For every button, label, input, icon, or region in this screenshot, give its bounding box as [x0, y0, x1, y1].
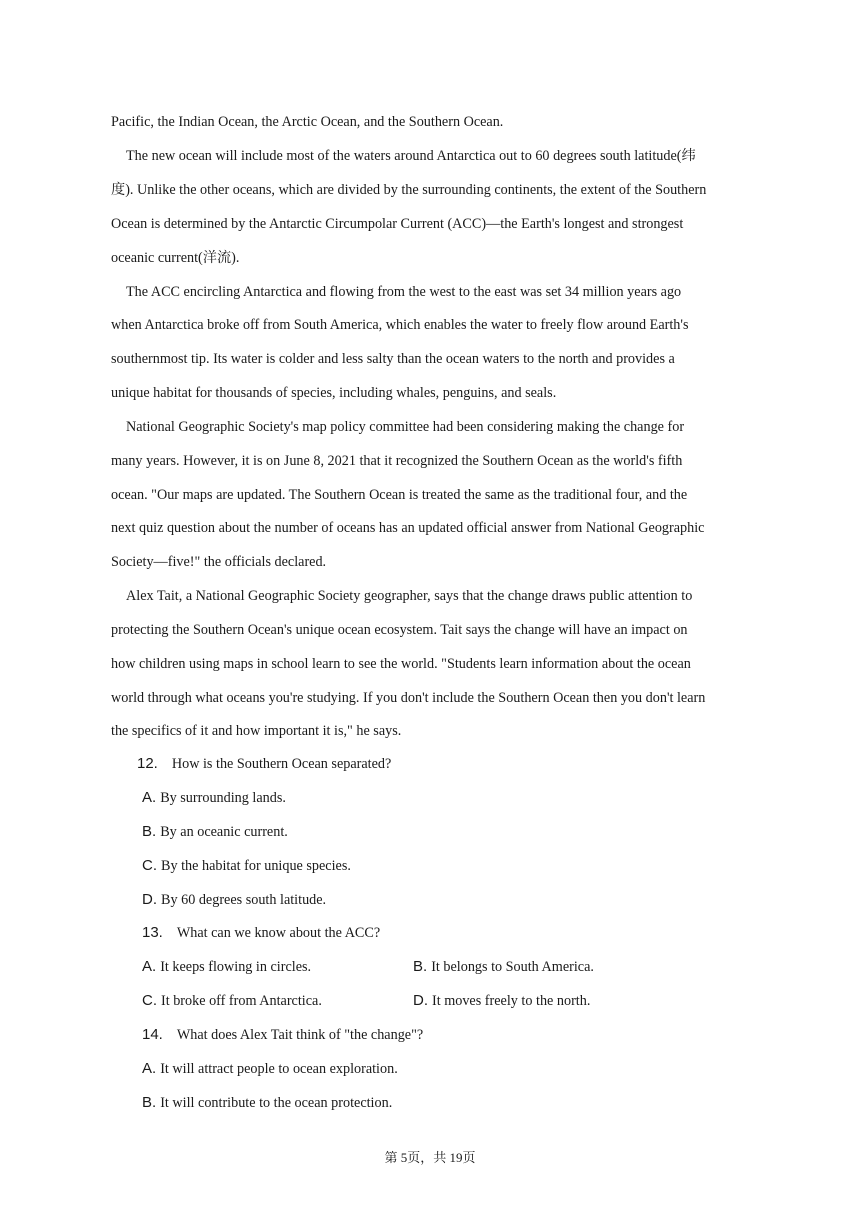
option-letter: B.: [413, 958, 428, 975]
option-letter: D.: [142, 891, 157, 908]
option-letter: C.: [142, 857, 157, 874]
passage-line: the specifics of it and how important it is," he says.: [111, 723, 402, 739]
option-12-d[interactable]: [142, 890, 326, 910]
passage-line: many years. However, it is on June 8, 2021 that it recognized the Southern Ocean as the world's fifth: [111, 453, 683, 469]
option-13-d[interactable]: [413, 991, 590, 1011]
passage-line: Society—five!" the officials declared.: [111, 554, 327, 570]
option-12-c[interactable]: [142, 856, 351, 876]
option-letter: A.: [142, 958, 157, 975]
passage-line: next quiz question about the number of oceans has an updated official answer from National Geographic: [111, 520, 705, 536]
option-14-b[interactable]: [142, 1093, 392, 1113]
question-12: [137, 754, 391, 774]
passage-line: how children using maps in school learn to see the world. "Students learn information about the ocean: [111, 656, 691, 672]
option-text: By surrounding lands.: [160, 790, 286, 806]
option-letter: B.: [142, 823, 157, 840]
passage-line: The new ocean will include most of the waters around Antarctica out to 60 degrees south latitude(纬: [126, 148, 696, 164]
passage-line: oceanic current(洋流).: [111, 250, 240, 266]
passage-line: southernmost tip. Its water is colder and less salty than the ocean waters to the north and provides a: [111, 351, 675, 367]
option-13-c[interactable]: [142, 991, 322, 1011]
passage-line: Alex Tait, a National Geographic Society geographer, says that the change draws public attention to: [126, 588, 693, 604]
option-12-a[interactable]: [142, 788, 286, 808]
option-13-b[interactable]: [413, 957, 594, 977]
question-number: 12.: [137, 755, 158, 772]
passage-line: Pacific, the Indian Ocean, the Arctic Ocean, and the Southern Ocean.: [111, 114, 504, 130]
option-text: It keeps flowing in circles.: [160, 959, 312, 975]
option-text: By an oceanic current.: [160, 824, 288, 840]
page-footer: 第 5页，共 19页: [384, 1150, 476, 1165]
option-13-a[interactable]: [142, 957, 311, 977]
option-letter: A.: [142, 1060, 157, 1077]
option-12-b[interactable]: [142, 822, 288, 842]
question-text: How is the Southern Ocean separated?: [171, 756, 392, 772]
option-text: It will attract people to ocean exploration.: [160, 1061, 398, 1077]
option-14-a[interactable]: [142, 1059, 398, 1079]
option-text: By 60 degrees south latitude.: [161, 892, 327, 908]
passage-line: when Antarctica broke off from South America, which enables the water to freely flow around Earth's: [111, 317, 689, 333]
passage-line: The ACC encircling Antarctica and flowing from the west to the east was set 34 million years ago: [126, 284, 682, 300]
passage-line: ocean. "Our maps are updated. The Southern Ocean is treated the same as the traditional four, and the: [111, 487, 688, 503]
option-text: It broke off from Antarctica.: [161, 993, 322, 1009]
passage-line: protecting the Southern Ocean's unique ocean ecosystem. Tait says the change will have an impact on: [111, 622, 688, 638]
option-letter: D.: [413, 992, 428, 1009]
question-text: What does Alex Tait think of "the change"?: [176, 1027, 424, 1043]
passage-line: 度). Unlike the other oceans, which are divided by the surrounding continents, the extent of the Southern: [111, 182, 707, 198]
question-13: [142, 923, 380, 943]
passage-line: world through what oceans you're studying. If you don't include the Southern Ocean then you don't learn: [111, 690, 706, 706]
question-14: [142, 1025, 423, 1045]
question-number: 13.: [142, 924, 163, 941]
passage-line: Ocean is determined by the Antarctic Circumpolar Current (ACC)—the Earth's longest and strongest: [111, 216, 684, 232]
question-number: 14.: [142, 1026, 163, 1043]
option-letter: B.: [142, 1094, 157, 1111]
option-text: By the habitat for unique species.: [161, 858, 351, 874]
option-text: It will contribute to the ocean protection.: [160, 1095, 393, 1111]
option-text: It belongs to South America.: [431, 959, 594, 975]
option-letter: C.: [142, 992, 157, 1009]
passage-line: unique habitat for thousands of species, including whales, penguins, and seals.: [111, 385, 557, 401]
option-text: It moves freely to the north.: [432, 993, 591, 1009]
passage-line: National Geographic Society's map policy committee had been considering making the change for: [126, 419, 685, 435]
option-letter: A.: [142, 789, 157, 806]
question-text: What can we know about the ACC?: [176, 925, 381, 941]
